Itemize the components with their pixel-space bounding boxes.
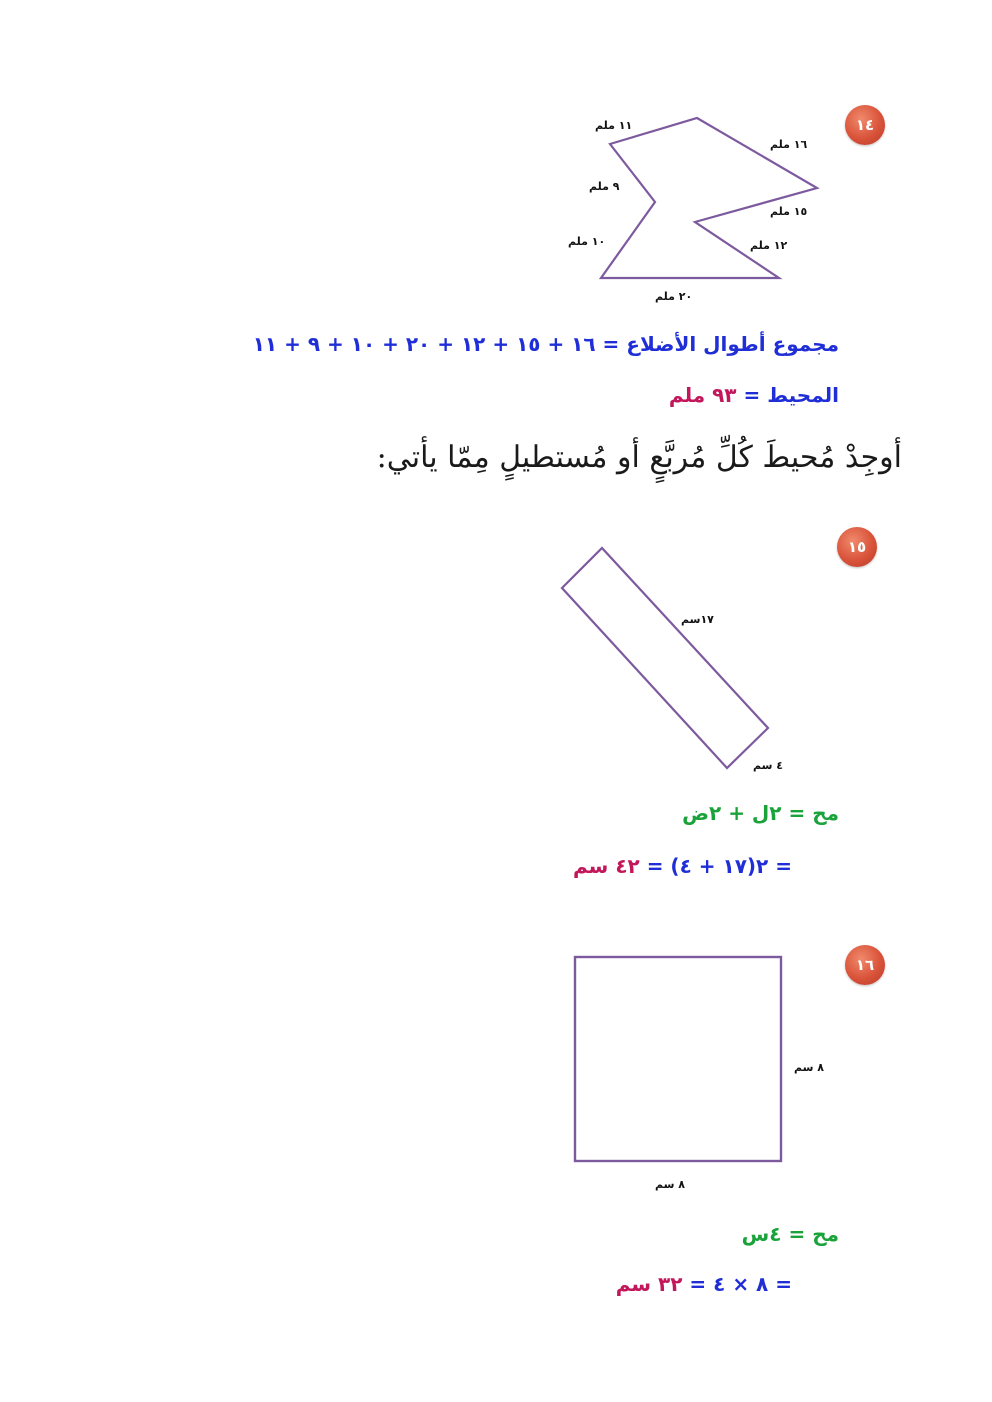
side-label: ١٥ ملم bbox=[770, 205, 808, 218]
problem-number-badge: ١٦ bbox=[845, 945, 885, 985]
formula-line bbox=[742, 1222, 839, 1246]
calculation-line bbox=[616, 1272, 792, 1296]
rectangle-figure bbox=[550, 540, 800, 780]
side-length-label: ٨ سم bbox=[794, 1061, 824, 1074]
side-label: ١٢ ملم bbox=[750, 239, 788, 252]
polygon-figure bbox=[565, 110, 825, 310]
tilted-rectangle bbox=[562, 548, 768, 768]
width-label: ٤ سم bbox=[753, 759, 783, 772]
perimeter-equals: = bbox=[743, 383, 761, 407]
calculation-value: ٤٢ سم bbox=[572, 854, 640, 878]
side-label: ١٦ ملم bbox=[770, 138, 808, 151]
sum-label: مجموع أطوال الأضلاع bbox=[626, 332, 839, 356]
problem-number-badge: ١٤ bbox=[845, 105, 885, 145]
perimeter-line bbox=[669, 383, 839, 407]
side-label: ٢٠ ملم bbox=[655, 290, 693, 303]
sum-line bbox=[253, 332, 839, 356]
formula: = ٢ل + ٢ض bbox=[682, 801, 806, 825]
length-label: ١٧سم bbox=[681, 613, 714, 626]
perimeter-value: ٩٣ ملم bbox=[668, 383, 737, 407]
instruction-heading: أوجِدْ مُحيطَ كُلِّ مُربَّعٍ أو مُستطيلٍ مِمّا يأتي: bbox=[376, 440, 902, 475]
square-figure bbox=[565, 950, 845, 1200]
calculation-line bbox=[573, 854, 792, 878]
side-label: ٩ ملم bbox=[589, 180, 620, 193]
side-label: ١٠ ملم bbox=[568, 235, 606, 248]
calculation-value: ٣٢ سم bbox=[615, 1272, 683, 1296]
formula-label: مح bbox=[812, 1222, 839, 1246]
formula: = ٤س bbox=[741, 1222, 806, 1246]
square bbox=[575, 957, 781, 1161]
formula-label: مح bbox=[812, 801, 839, 825]
problem-number-badge: ١٥ bbox=[837, 527, 877, 567]
calculation-expression: = ٢(١٧ + ٤) = bbox=[646, 854, 792, 878]
side-label: ١١ ملم bbox=[595, 119, 633, 132]
formula-line bbox=[682, 801, 839, 825]
perimeter-label: المحيط bbox=[767, 383, 839, 407]
calculation-expression: = ٨ × ٤ = bbox=[689, 1272, 792, 1296]
bottom-length-label: ٨ سم bbox=[655, 1178, 685, 1191]
sum-expression: = ١٦ + ١٥ + ١٢ + ٢٠ + ١٠ + ٩ + ١١ bbox=[252, 332, 620, 356]
